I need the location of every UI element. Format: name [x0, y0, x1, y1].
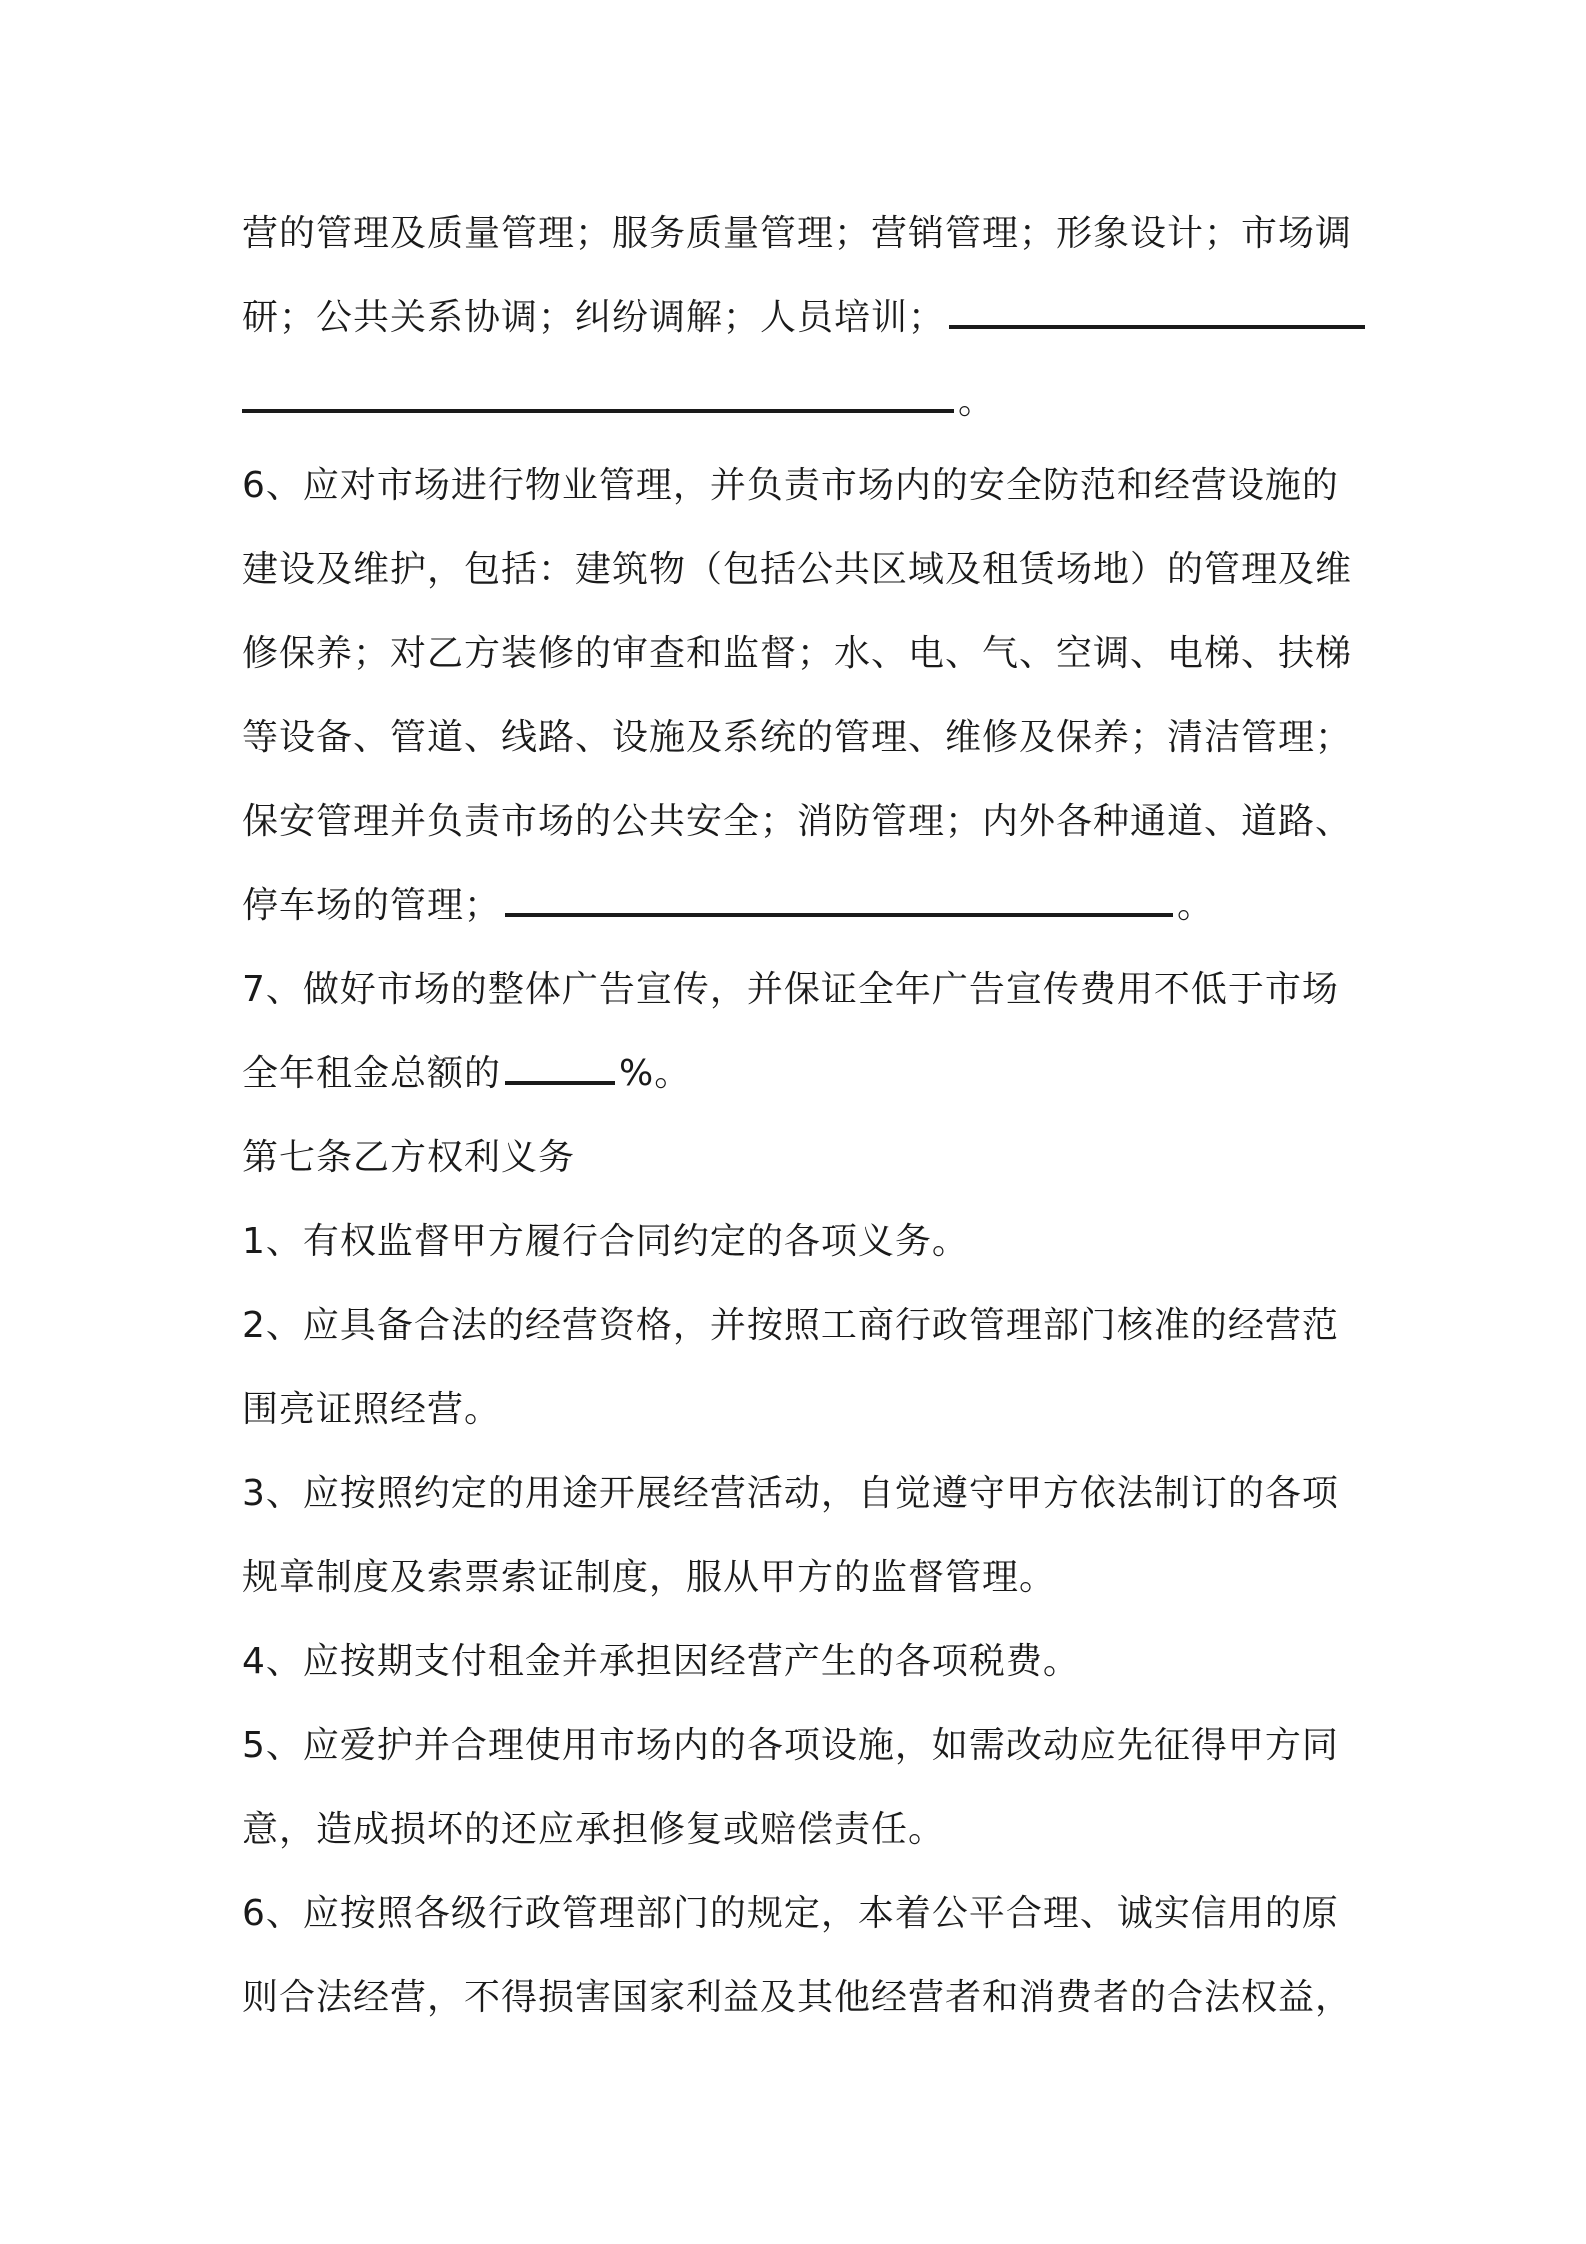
text-line: [242, 1704, 1358, 1788]
text-line: [242, 444, 1358, 528]
text-line: [242, 528, 1358, 612]
text-line: [242, 1536, 1358, 1620]
fill-blank: [505, 1071, 615, 1085]
line-text: 保安管理并负责市场的公共安全；消防管理；内外各种通道、道路、: [242, 801, 1353, 842]
text-line: [242, 1368, 1358, 1452]
fill-blank: [505, 903, 1173, 917]
text-line: [242, 1284, 1358, 1368]
line-text: 6、应对市场进行物业管理，并负责市场内的安全防范和经营设施的: [242, 465, 1339, 506]
line-text: 2、应具备合法的经营资格，并按照工商行政管理部门核准的经营范: [242, 1305, 1339, 1346]
line-text: 全年租金总额的: [242, 1053, 502, 1094]
line-text: 规章制度及索票索证制度，服从甲方的监督管理。: [242, 1557, 1057, 1598]
text-line: [242, 1872, 1358, 1956]
text-line: [242, 1620, 1358, 1704]
text-line: [242, 192, 1358, 276]
text-line: [242, 696, 1358, 780]
line-text: 意，造成损坏的还应承担修复或赔偿责任。: [242, 1809, 946, 1850]
text-line: [242, 948, 1358, 1032]
line-text: 等设备、管道、线路、设施及系统的管理、维修及保养；清洁管理；: [242, 717, 1353, 758]
line-text: 3、应按照约定的用途开展经营活动，自觉遵守甲方依法制订的各项: [242, 1473, 1339, 1514]
line-text: 则合法经营，不得损害国家利益及其他经营者和消费者的合法权益，: [242, 1977, 1353, 2018]
line-text: 停车场的管理；: [242, 885, 502, 926]
text-line: [242, 864, 1358, 948]
line-suffix: 。: [1177, 885, 1215, 926]
text-line: [242, 360, 1358, 444]
text-line: [242, 1200, 1358, 1284]
line-text: 第七条乙方权利义务: [242, 1137, 576, 1178]
line-text: 建设及维护，包括：建筑物（包括公共区域及租赁场地）的管理及维: [242, 549, 1353, 590]
line-text: 营的管理及质量管理；服务质量管理；营销管理；形象设计；市场调: [242, 213, 1353, 254]
text-line: [242, 276, 1358, 360]
line-text: 1、有权监督甲方履行合同约定的各项义务。: [242, 1221, 969, 1262]
fill-blank: [242, 399, 954, 413]
line-text: 4、应按期支付租金并承担因经营产生的各项税费。: [242, 1641, 1080, 1682]
text-line: [242, 1788, 1358, 1872]
line-text: 5、应爱护并合理使用市场内的各项设施，如需改动应先征得甲方同: [242, 1725, 1339, 1766]
line-suffix: 。: [958, 381, 996, 422]
line-suffix: %。: [619, 1053, 692, 1094]
fill-blank: [949, 315, 1365, 329]
document-body: [242, 192, 1358, 2040]
line-text: 7、做好市场的整体广告宣传，并保证全年广告宣传费用不低于市场: [242, 969, 1339, 1010]
line-text: 围亮证照经营。: [242, 1389, 502, 1430]
text-line: [242, 1956, 1358, 2040]
text-line: [242, 780, 1358, 864]
line-text: 修保养；对乙方装修的审查和监督；水、电、气、空调、电梯、扶梯: [242, 633, 1353, 674]
section-heading: [242, 1116, 1358, 1200]
text-line: [242, 612, 1358, 696]
text-line: [242, 1032, 1358, 1116]
line-text: 研；公共关系协调；纠纷调解；人员培训；: [242, 297, 946, 338]
line-text: 6、应按照各级行政管理部门的规定，本着公平合理、诚实信用的原: [242, 1893, 1339, 1934]
text-line: [242, 1452, 1358, 1536]
